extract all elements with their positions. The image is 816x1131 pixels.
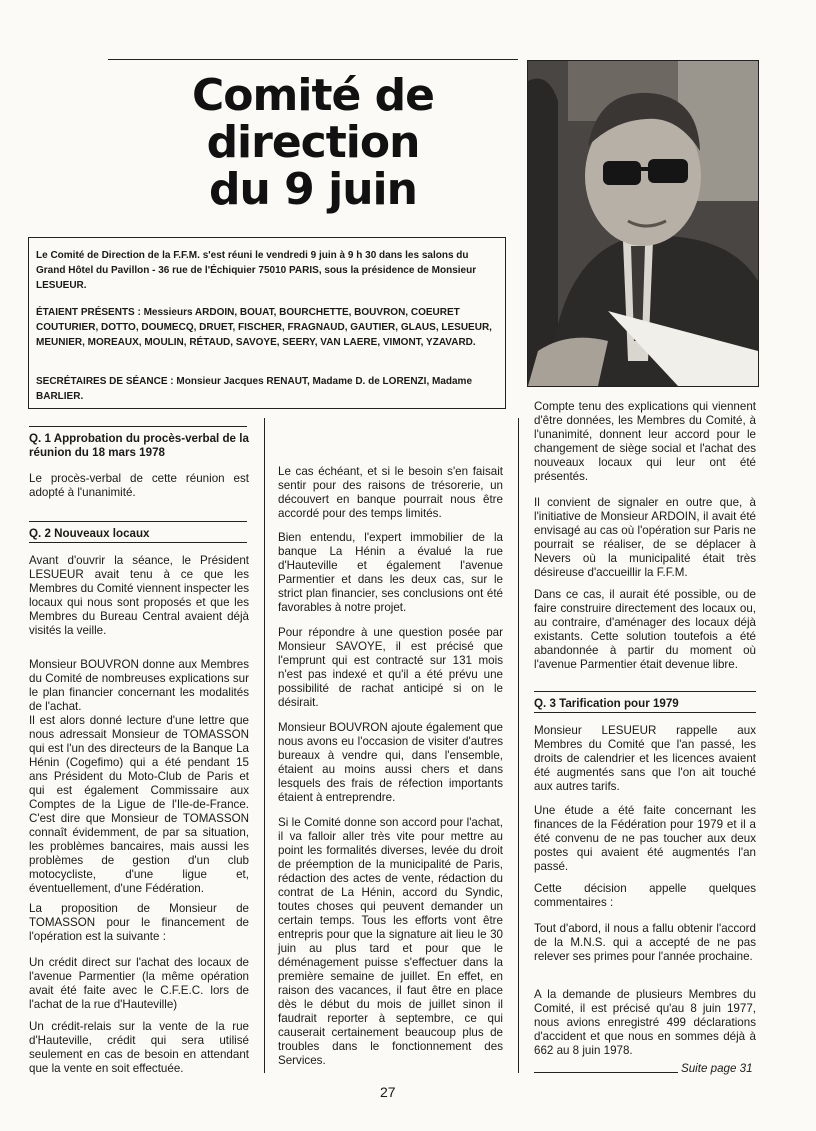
suite-rule bbox=[534, 1072, 678, 1073]
title-line-2: direction bbox=[206, 117, 420, 168]
q2-rule bbox=[29, 521, 247, 522]
q2-heading: Q. 2 Nouveaux locaux bbox=[29, 527, 150, 540]
intro-paragraph: Le Comité de Direction de la F.F.M. s'est réuni le vendredi 9 juin à 9 h 30 dans les salons du Grand Hôtel du Pavillon - 36 rue de l'Échiquier 75010 PARIS, sous la présidence de Monsieur LESUEUR. bbox=[36, 250, 477, 291]
q3-heading: Q. 3 Tarification pour 1979 bbox=[534, 697, 679, 710]
q2-rule-bottom bbox=[29, 542, 247, 543]
q1-heading: Q. 1 Approbation du procès-verbal de la réunion du 18 mars 1978 bbox=[29, 432, 249, 459]
attendees-paragraph: ÉTAIENT PRÉSENTS : Messieurs ARDOIN, BOUAT, BOURCHETTE, BOUVRON, COEURET COUTURIER, DOTTO, DOUMECQ, DRUET, FISCHER, FRAGNAUD, GAUTIER, GLAUS, LESUEUR, MEUNIER, MOREAUX, MOULIN, RÉTAUD, SAVOYE, SEERY, VAN LAERE, VIMONT, YZAVARD. bbox=[36, 307, 492, 348]
q2-paragraph-6: Un crédit-relais sur la vente de la rue d'Hauteville, crédit qui sera utilisé seulement en cas de besoin en attendant que la vente en soit effectuée. bbox=[29, 1020, 249, 1075]
right-paragraph-1: Compte tenu des explications qui viennent d'être données, les Membres du Comité, à l'unanimité, donnent leur accord pour le changement de siège social et l'achat des nouveaux locaux qui leur ont été présentés. bbox=[534, 400, 756, 483]
q3-rule bbox=[534, 691, 756, 692]
right-paragraph-2: Il convient de signaler en outre que, à l'initiative de Monsieur ARDOIN, il avait été envisagé au cas où l'opération sur Paris ne pourrait se réaliser, de se déplacer à Nevers où la municipalité était très désireuse d'accueillir la F.F.M. bbox=[534, 496, 756, 579]
q2-paragraph-5: Un crédit direct sur l'achat des locaux de l'avenue Parmentier (la même opération avait été faite avec le C.F.E.C. lors de l'achat de la rue d'Hauteville) bbox=[29, 956, 249, 1011]
column-divider-right bbox=[518, 418, 519, 1073]
q3-paragraph-3: Cette décision appelle quelques commentaires : bbox=[534, 882, 756, 909]
q2-paragraph-3: Il est alors donné lecture d'une lettre que nous adressait Monsieur de TOMASSON qui est l'un des directeurs de la Banque La Hénin (Cogefimo) qui a été pendant 15 ans Président du Moto-Club de Paris et qui est également Commissaire aux Comptes de la Ligue de l'Ile-de-France. C'est dire que Monsieur de TOMASSON connaît évidemment, de par sa situation, les problèmes bancaires, mais aussi les problèmes de gestion d'un club motocycliste, d'une ligue et, éventuellement, d'une Fédération. bbox=[29, 714, 249, 895]
q3-paragraph-5: A la demande de plusieurs Membres du Comité, il est précisé qu'au 8 juin 1977, nous avions enregistré 499 déclarations d'accident et que nous en sommes déjà à 662 au 8 juin 1978. bbox=[534, 988, 756, 1057]
continuation-note: Suite page 31 bbox=[681, 1062, 753, 1075]
page-number: 27 bbox=[380, 1084, 396, 1100]
q2-paragraph-4: La proposition de Monsieur de TOMASSON pour le financement de l'opération est la suivante : bbox=[29, 902, 249, 943]
middle-paragraph-5: Si le Comité donne son accord pour l'achat, il va falloir aller très vite pour mettre au point les formalités diverses, levée du droit de préemption de la municipalité de Paris, rédaction des actes de vente, rédaction du contrat de La Hénin, accord du Syndic, toutes choses qui peuvent demander un certain temps. Tous les efforts vont être entrepris pour que la signature ait lieu le 30 juin au plus tard et pour que le déménagement puisse s'effectuer dans la première semaine de juillet. En effet, en raison des vacances, il faut être en place dès le début du mois de juillet sinon il faudrait reporter à septembre, ce qui causerait certainement beaucoup plus de troubles dans le fonctionnement des Services. bbox=[278, 816, 503, 1067]
q2-paragraph-1: Avant d'ouvrir la séance, le Président LESUEUR avait tenu à ce que les Membres du Comité viennent inspecter les locaux qui nous sont proposés et que les Membres du Bureau Central avaient déjà visités la veille. bbox=[29, 554, 249, 637]
top-rule bbox=[108, 59, 518, 60]
q1-paragraph: Le procès-verbal de cette réunion est adopté à l'unanimité. bbox=[29, 472, 249, 499]
column-divider-left bbox=[264, 418, 265, 1073]
q3-rule-bottom bbox=[534, 712, 756, 713]
q1-rule bbox=[29, 426, 247, 427]
right-paragraph-3: Dans ce cas, il aurait été possible, ou de faire construire directement des locaux ou, au contraire, d'aménager des locaux déjà existants. Cette solution toutefois a été abandonnée à partir du moment où l'avenue Parmentier était devenue libre. bbox=[534, 588, 756, 671]
page-title bbox=[108, 72, 518, 213]
secretaries-paragraph: SECRÉTAIRES DE SÉANCE : Monsieur Jacques RENAUT, Madame D. de LORENZI, Madame BARLIER. bbox=[36, 376, 473, 402]
middle-paragraph-4: Monsieur BOUVRON ajoute également que nous avons eu l'occasion de visiter d'autres bureaux à vendre qui, dans l'ensemble, étaient au moins aussi chers et dans lesquels des frais de réfection importants étaient à entreprendre. bbox=[278, 721, 503, 804]
title-line-1: Comité de bbox=[192, 70, 434, 121]
president-photo bbox=[527, 60, 759, 387]
title-line-3: du 9 juin bbox=[209, 164, 417, 215]
q3-paragraph-4: Tout d'abord, il nous a fallu obtenir l'accord de la M.N.S. qui a accepté de ne pas relever ses primes pour l'année prochaine. bbox=[534, 922, 756, 963]
middle-paragraph-3: Pour répondre à une question posée par Monsieur SAVOYE, il est précisé que l'emprunt qui est contracté sur 131 mois n'est pas indexé et qu'il a été prévu une possibilité de rachat anticipé si on le désirait. bbox=[278, 626, 503, 709]
q2-paragraph-2: Monsieur BOUVRON donne aux Membres du Comité de nombreuses explications sur le plan financier concernant les modalités de l'achat. bbox=[29, 658, 249, 713]
q3-paragraph-2: Une étude a été faite concernant les finances de la Fédération pour 1979 et il a été convenu de ne pas toucher aux deux postes qui avaient été augmentés l'an passé. bbox=[534, 804, 756, 873]
q3-paragraph-1: Monsieur LESUEUR rappelle aux Membres du Comité que l'an passé, les droits de calendrier et les licences avaient été augmentés sans que l'on ait touché aux autres tarifs. bbox=[534, 724, 756, 793]
intro-box bbox=[28, 237, 506, 409]
middle-paragraph-1: Le cas échéant, et si le besoin s'en faisait sentir pour des raisons de trésorerie, un découvert en banque pourrait nous être accordé pour des temps limités. bbox=[278, 465, 503, 520]
middle-paragraph-2: Bien entendu, l'expert immobilier de la banque La Hénin a évalué la rue d'Hauteville et également l'avenue Parmentier et dans les deux cas, sur le strict plan financier, ses conclusions ont été favorables à notre projet. bbox=[278, 531, 503, 614]
